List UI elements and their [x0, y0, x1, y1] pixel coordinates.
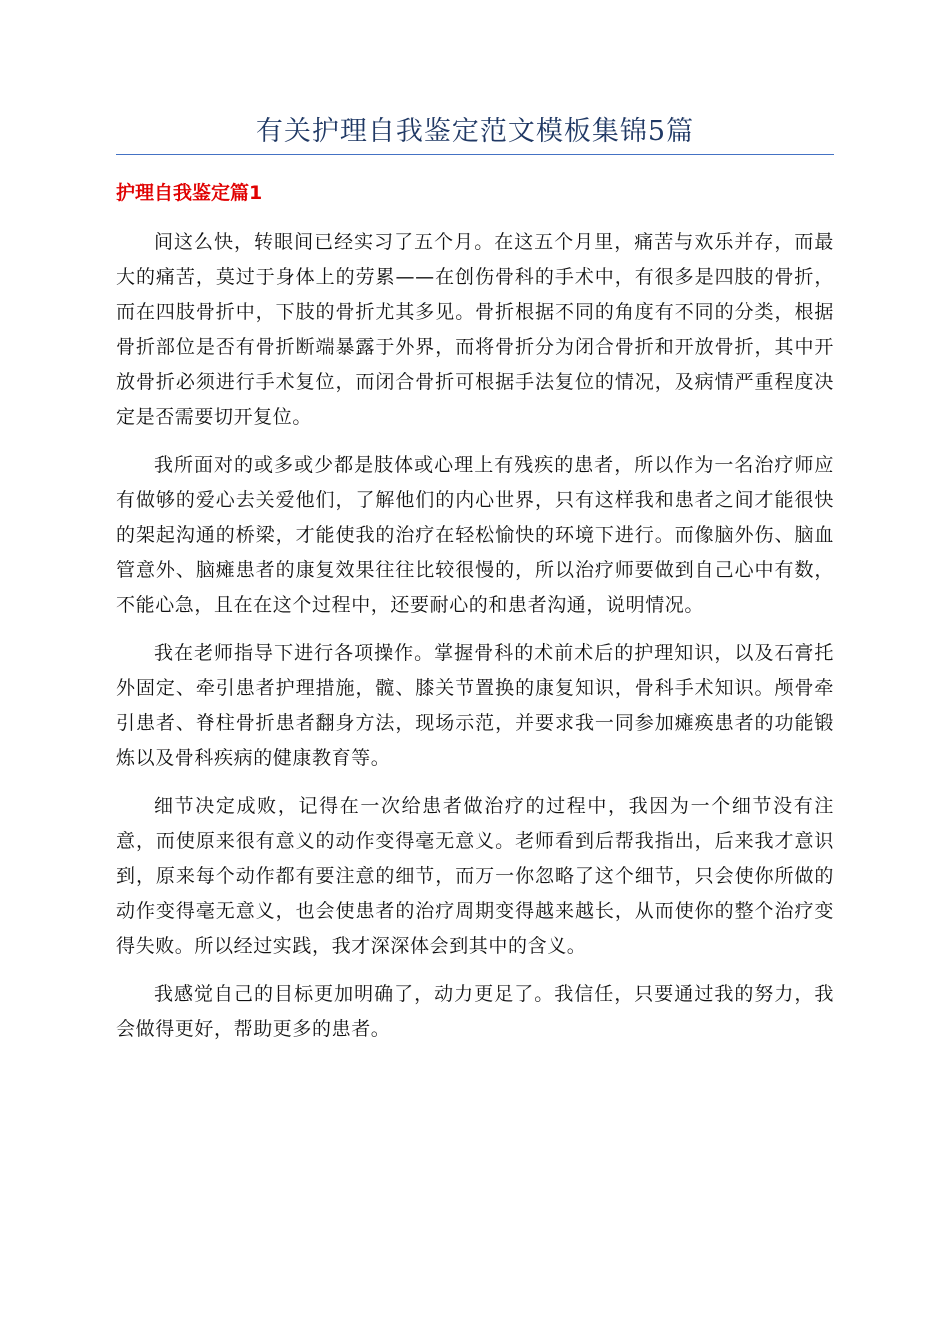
paragraph: 细节决定成败，记得在一次给患者做治疗的过程中，我因为一个细节没有注意，而使原来很有意义的动作变得毫无意义。老师看到后帮我指出，后来我才意识到，原来每个动作都有要注意的细节，而万一你忽略了这个细节，只会使你所做的动作变得毫无意义，也会使患者的治疗周期变得越来越长，从而使你的整个治疗变得失败。所以经过实践，我才深深体会到其中的含义。 [116, 795, 834, 957]
paragraph: 间这么快，转眼间已经实习了五个月。在这五个月里，痛苦与欢乐并存，而最大的痛苦，莫过于身体上的劳累——在创伤骨科的手术中，有很多是四肢的骨折，而在四肢骨折中，下肢的骨折尤其多见。骨折根据不同的角度有不同的分类，根据骨折部位是否有骨折断端暴露于外界，而将骨折分为闭合骨折和开放骨折，其中开放骨折必须进行手术复位，而闭合骨折可根据手法复位的情况，及病情严重程度决定是否需要切开复位。 [116, 231, 834, 428]
section-heading: 护理自我鉴定篇1 [116, 182, 263, 204]
paragraph: 我在老师指导下进行各项操作。掌握骨科的术前术后的护理知识，以及石膏托外固定、牵引患者护理措施，髋、膝关节置换的康复知识，骨科手术知识。颅骨牵引患者、脊柱骨折患者翻身方法，现场示范，并要求我一同参加瘫痪患者的功能锻炼以及骨科疾病的健康教育等。 [116, 642, 834, 769]
title-underline [116, 154, 834, 155]
document-body [116, 225, 834, 1060]
paragraph: 我所面对的或多或少都是肢体或心理上有残疾的患者，所以作为一名治疗师应有做够的爱心去关爱他们，了解他们的内心世界，只有这样我和患者之间才能很快的架起沟通的桥梁，才能使我的治疗在轻松愉快的环境下进行。而像脑外伤、脑血管意外、脑瘫患者的康复效果往往比较很慢的，所以治疗师要做到自己心中有数，不能心急，且在在这个过程中，还要耐心的和患者沟通，说明情况。 [116, 454, 834, 616]
paragraph: 我感觉自己的目标更加明确了，动力更足了。我信任，只要通过我的努力，我会做得更好，帮助更多的患者。 [116, 983, 834, 1040]
document-title: 有关护理自我鉴定范文模板集锦5篇 [255, 116, 695, 147]
